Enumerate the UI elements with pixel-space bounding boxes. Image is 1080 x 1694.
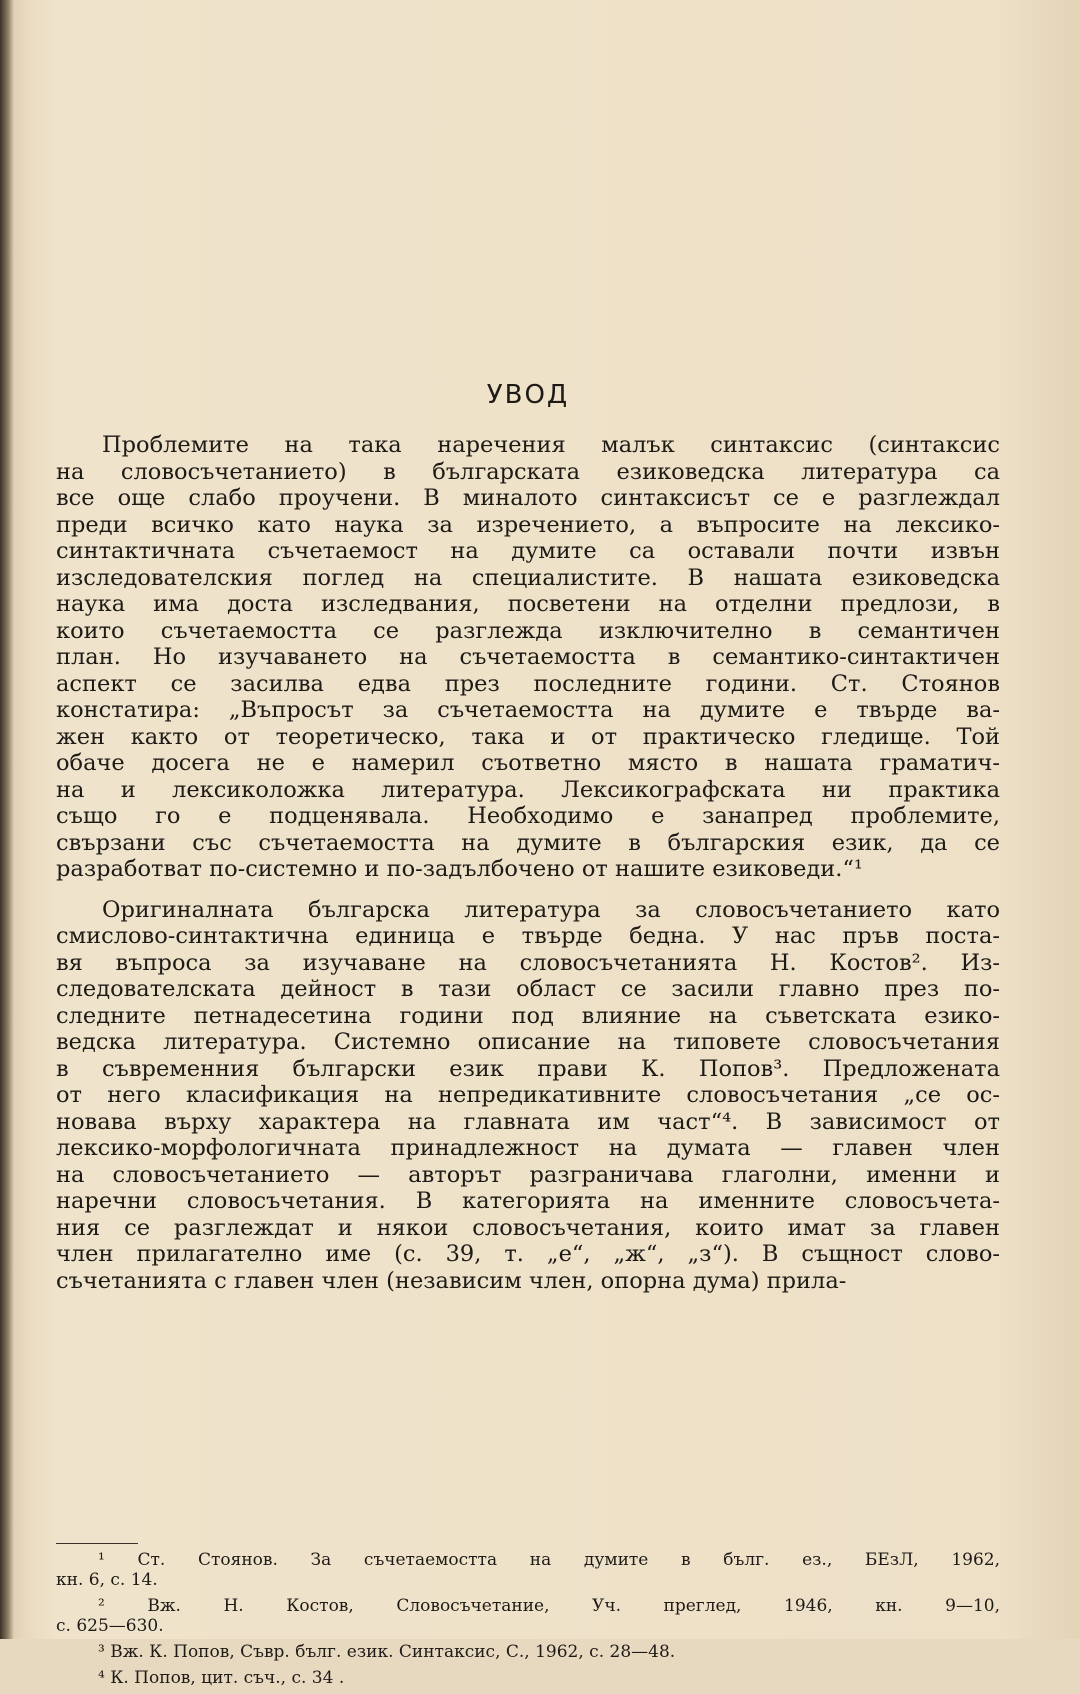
footnote-line: ¹ Ст. Стоянов. За съчетаемостта на думите в бълг. ез., БЕзЛ, 1962, [98, 1550, 1000, 1570]
text-line: все още слабо проучени. В миналото синтаксисът се е разглеждал [56, 485, 1000, 511]
main-text [56, 380, 1000, 1308]
text-line: преди всичко като наука за изречението, а въпросите на лексико- [56, 511, 1000, 538]
footnote-line: кн. 6, с. 14. [56, 1570, 158, 1590]
footnotes [56, 1550, 1000, 1694]
text-line: съчетанията с главен член (независим член, опорна дума) прила- [56, 1267, 847, 1294]
text-line: констатира: „Въпросът за съчетаемостта на думите е твърде ва- [56, 697, 1000, 723]
footnote-line: с. 625—630. [56, 1616, 164, 1636]
text-line: план. Но изучаването на съчетаемостта в семантико-синтактичен [56, 644, 1000, 670]
text-line: разработват по-системно и по-задълбочено от нашите езиковеди.“¹ [56, 856, 863, 882]
footnote-rule [56, 1543, 138, 1544]
footnote-line: ² Вж. Н. Костов, Словосъчетание, Уч. преглед, 1946, кн. 9—10, [98, 1596, 1000, 1616]
text-line: лексико-морфологичната принадлежност на думата — главен член [56, 1135, 1000, 1161]
chapter-heading: УВОД [486, 380, 570, 410]
text-line: смислово-синтактична единица е твърде бедна. У нас пръв поста- [56, 923, 1000, 949]
text-line: наречни словосъчетания. В категорията на именните словосъчета- [56, 1188, 1000, 1214]
text-line: от него класификация на непредикативните словосъчетания „се ос- [56, 1082, 1000, 1108]
text-line: в съвременния български език прави К. Попов³. Предложената [56, 1055, 1000, 1082]
text-line: ния се разглеждат и някои словосъчетания, които имат за главен [56, 1214, 1000, 1241]
text-line: които съчетаемостта се разглежда изключително в семантичен [56, 617, 1000, 644]
text-line: ведска литература. Системно описание на типовете словосъчетания [56, 1029, 1000, 1055]
text-line: Проблемите на така наречения малък синтаксис (синтаксис [102, 432, 1000, 458]
page-spine-shadow [0, 0, 14, 1639]
text-line: наука има доста изследвания, посветени на отделни предлози, в [56, 591, 1000, 617]
text-line: свързани със съчетаемостта на думите в българския език, да се [56, 829, 1000, 856]
text-line: обаче досега не е намерил съответно място в нашата граматич- [56, 750, 1000, 776]
footnote-line: ³ Вж. К. Попов, Съвр. бълг. език. Синтаксис, С., 1962, с. 28—48. [98, 1642, 676, 1662]
text-line: следователската дейност в тази област се засили главно през по- [56, 976, 1000, 1002]
text-line: новава върху характера на главната им част“⁴. В зависимост от [56, 1108, 1000, 1135]
paragraph-2 [56, 897, 1000, 1295]
text-line: Оригиналната българска литература за словосъчетанието като [102, 896, 1000, 923]
footnote-4 [56, 1668, 1000, 1688]
text-line: на и лексиколожка литература. Лексикографската ни практика [56, 776, 1000, 803]
paragraph-1 [56, 432, 1000, 883]
text-line: следните петнадесетина години под влияние на съветската езико- [56, 1002, 1000, 1029]
text-line: аспект се засилва едва през последните години. Ст. Стоянов [56, 670, 1000, 697]
text-line: член прилагателно име (с. 39, т. „е“, „ж“, „з“). В същност словo- [56, 1241, 1000, 1267]
footnote-line: ⁴ К. Попов, цит. съч., с. 34 . [98, 1668, 345, 1688]
text-line: жен както от теоретическо, така и от практическо гледище. Той [56, 723, 1000, 750]
footnote-3 [56, 1642, 1000, 1662]
footnote-2 [56, 1596, 1000, 1636]
text-line: също го е подценявала. Необходимо е занапред проблемите, [56, 803, 1000, 829]
footnote-1 [56, 1550, 1000, 1590]
text-line: синтактичната съчетаемост на думите са оставали почти извън [56, 538, 1000, 564]
text-line: вя въпроса за изучаване на словосъчетанията Н. Костов². Из- [56, 949, 1000, 976]
text-line: изследователския поглед на специалистите. В нашата езиковедска [56, 564, 1000, 591]
text-line: на словосъчетанието) в българската езиковедска литература са [56, 458, 1000, 485]
text-line: на словосъчетанието — авторът разграничава глаголни, именни и [56, 1161, 1000, 1188]
